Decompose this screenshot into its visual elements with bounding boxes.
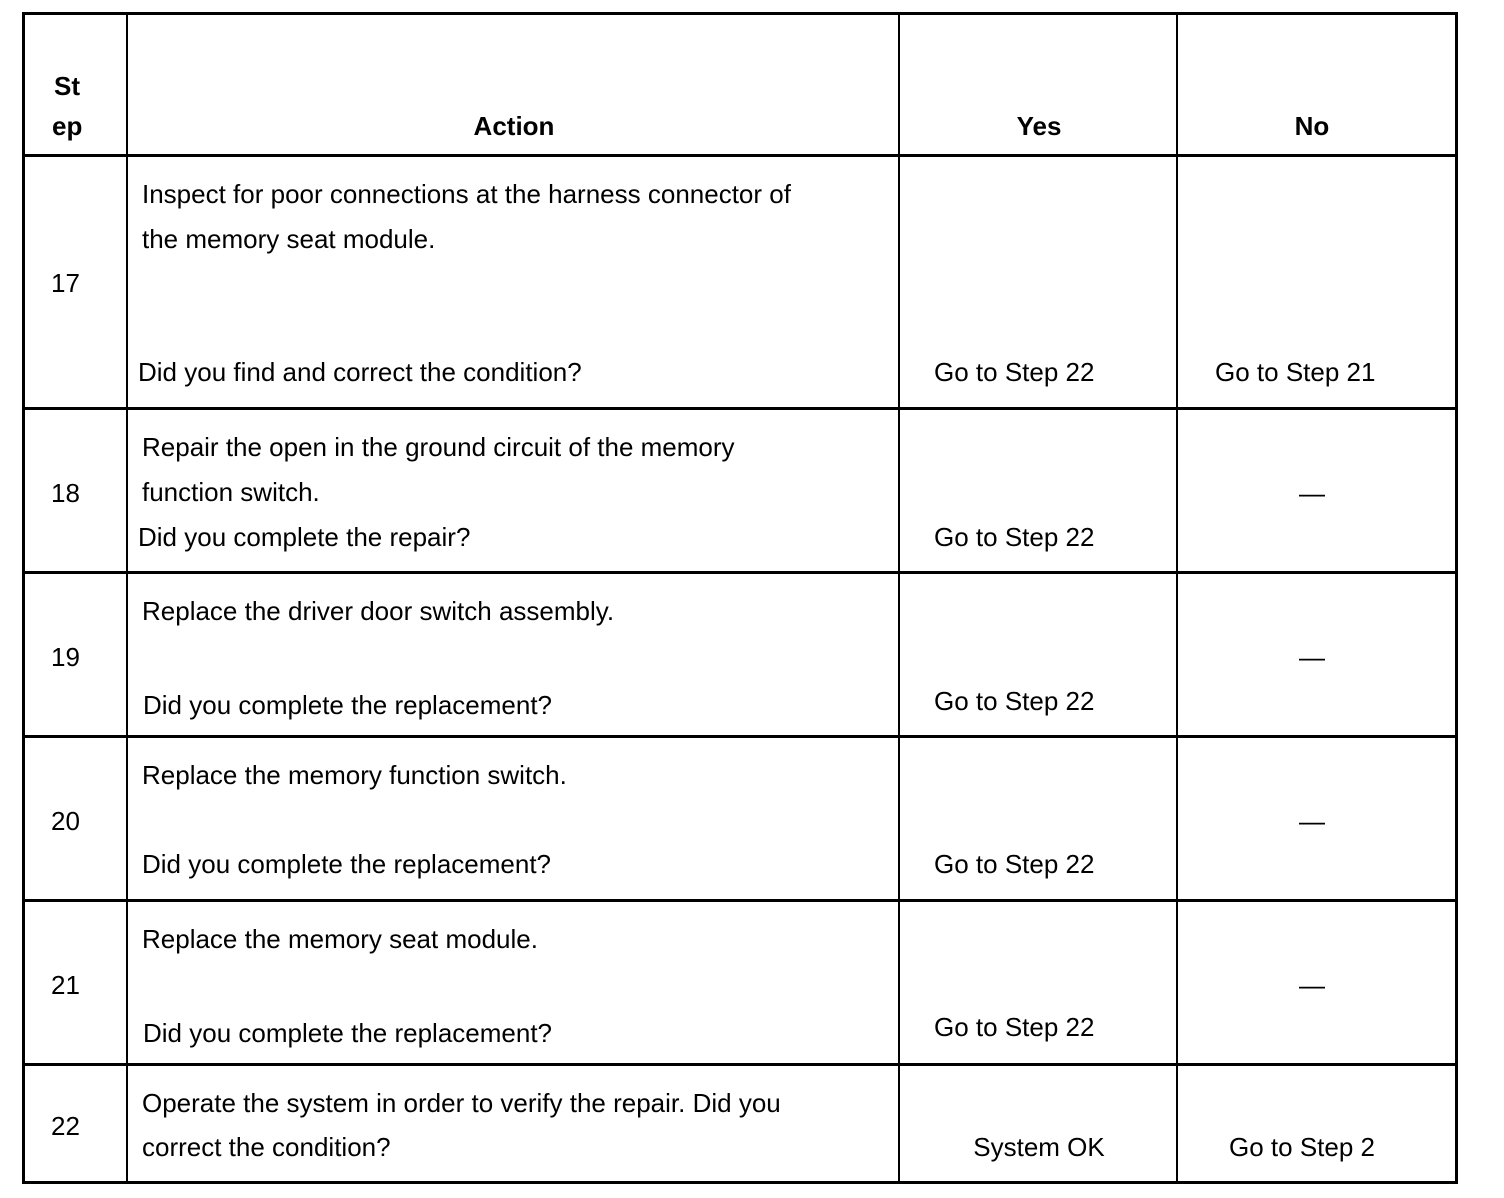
action-text-line2: the memory seat module. <box>142 224 436 254</box>
table-row <box>25 902 1455 1066</box>
action-cell <box>128 574 900 735</box>
action-text-line2: function switch. <box>142 477 320 507</box>
table-row <box>25 157 1455 410</box>
yes-cell <box>900 574 1178 735</box>
action-question: Did you complete the repair? <box>138 522 471 552</box>
step-cell <box>25 574 128 735</box>
yes-cell <box>900 157 1178 407</box>
action-cell <box>128 902 900 1063</box>
header-yes-cell <box>900 15 1178 154</box>
table-header-row <box>25 15 1455 157</box>
header-action: Action <box>473 111 555 141</box>
no-result: — <box>1299 478 1325 508</box>
no-result: — <box>1299 970 1325 1000</box>
action-question: Did you find and correct the condition? <box>138 357 582 387</box>
action-cell <box>128 738 900 899</box>
yes-result: Go to Step 22 <box>934 1012 1095 1042</box>
header-no: No <box>1294 111 1330 141</box>
step-cell <box>25 902 128 1063</box>
header-yes: Yes <box>1016 111 1062 141</box>
table-row <box>25 574 1455 738</box>
no-result: — <box>1299 642 1325 672</box>
action-text-line1: Replace the driver door switch assembly. <box>142 596 615 626</box>
table-row <box>25 410 1455 574</box>
action-text-line1: Repair the open in the ground circuit of the memory <box>142 432 735 462</box>
step-number: 17 <box>51 268 80 298</box>
header-step-line2: ep <box>52 111 83 141</box>
action-text-line1: Operate the system in order to verify the repair. Did you <box>142 1088 781 1118</box>
step-number: 22 <box>51 1111 80 1141</box>
header-step-cell <box>25 15 128 154</box>
action-cell <box>128 410 900 571</box>
action-question: Did you complete the replacement? <box>142 849 552 879</box>
action-text-line1: Replace the memory function switch. <box>142 760 567 790</box>
action-question: Did you complete the replacement? <box>143 1018 553 1048</box>
yes-result: Go to Step 22 <box>934 522 1095 552</box>
step-cell <box>25 157 128 407</box>
no-cell <box>1178 738 1455 899</box>
action-cell <box>128 1066 900 1184</box>
diagnostic-table <box>22 12 1458 1184</box>
yes-result: Go to Step 22 <box>934 849 1095 879</box>
no-cell <box>1178 157 1455 407</box>
yes-result: Go to Step 22 <box>934 357 1095 387</box>
action-text-line2: correct the condition? <box>142 1132 391 1162</box>
yes-cell <box>900 410 1178 571</box>
no-cell <box>1178 574 1455 735</box>
yes-cell <box>900 1066 1178 1184</box>
step-cell <box>25 410 128 571</box>
step-number: 20 <box>51 806 80 836</box>
no-result: Go to Step 2 <box>1229 1132 1375 1162</box>
step-number: 21 <box>51 970 80 1000</box>
header-step-line1: St <box>54 71 80 101</box>
no-cell <box>1178 902 1455 1063</box>
header-no-cell <box>1178 15 1455 154</box>
yes-cell <box>900 902 1178 1063</box>
step-number: 18 <box>51 478 80 508</box>
yes-result: Go to Step 22 <box>934 686 1095 716</box>
header-action-cell <box>128 15 900 154</box>
no-result: Go to Step 21 <box>1215 357 1376 387</box>
table-row <box>25 1066 1455 1184</box>
action-question: Did you complete the replacement? <box>143 690 553 720</box>
no-result: — <box>1299 806 1325 836</box>
yes-result: System OK <box>973 1132 1105 1162</box>
action-text-line1: Replace the memory seat module. <box>142 924 538 954</box>
step-number: 19 <box>51 642 80 672</box>
no-cell <box>1178 1066 1455 1184</box>
action-cell <box>128 157 900 407</box>
action-text-line1: Inspect for poor connections at the harness connector of <box>142 179 791 209</box>
step-cell <box>25 738 128 899</box>
table-row <box>25 738 1455 902</box>
no-cell <box>1178 410 1455 571</box>
yes-cell <box>900 738 1178 899</box>
step-cell <box>25 1066 128 1184</box>
